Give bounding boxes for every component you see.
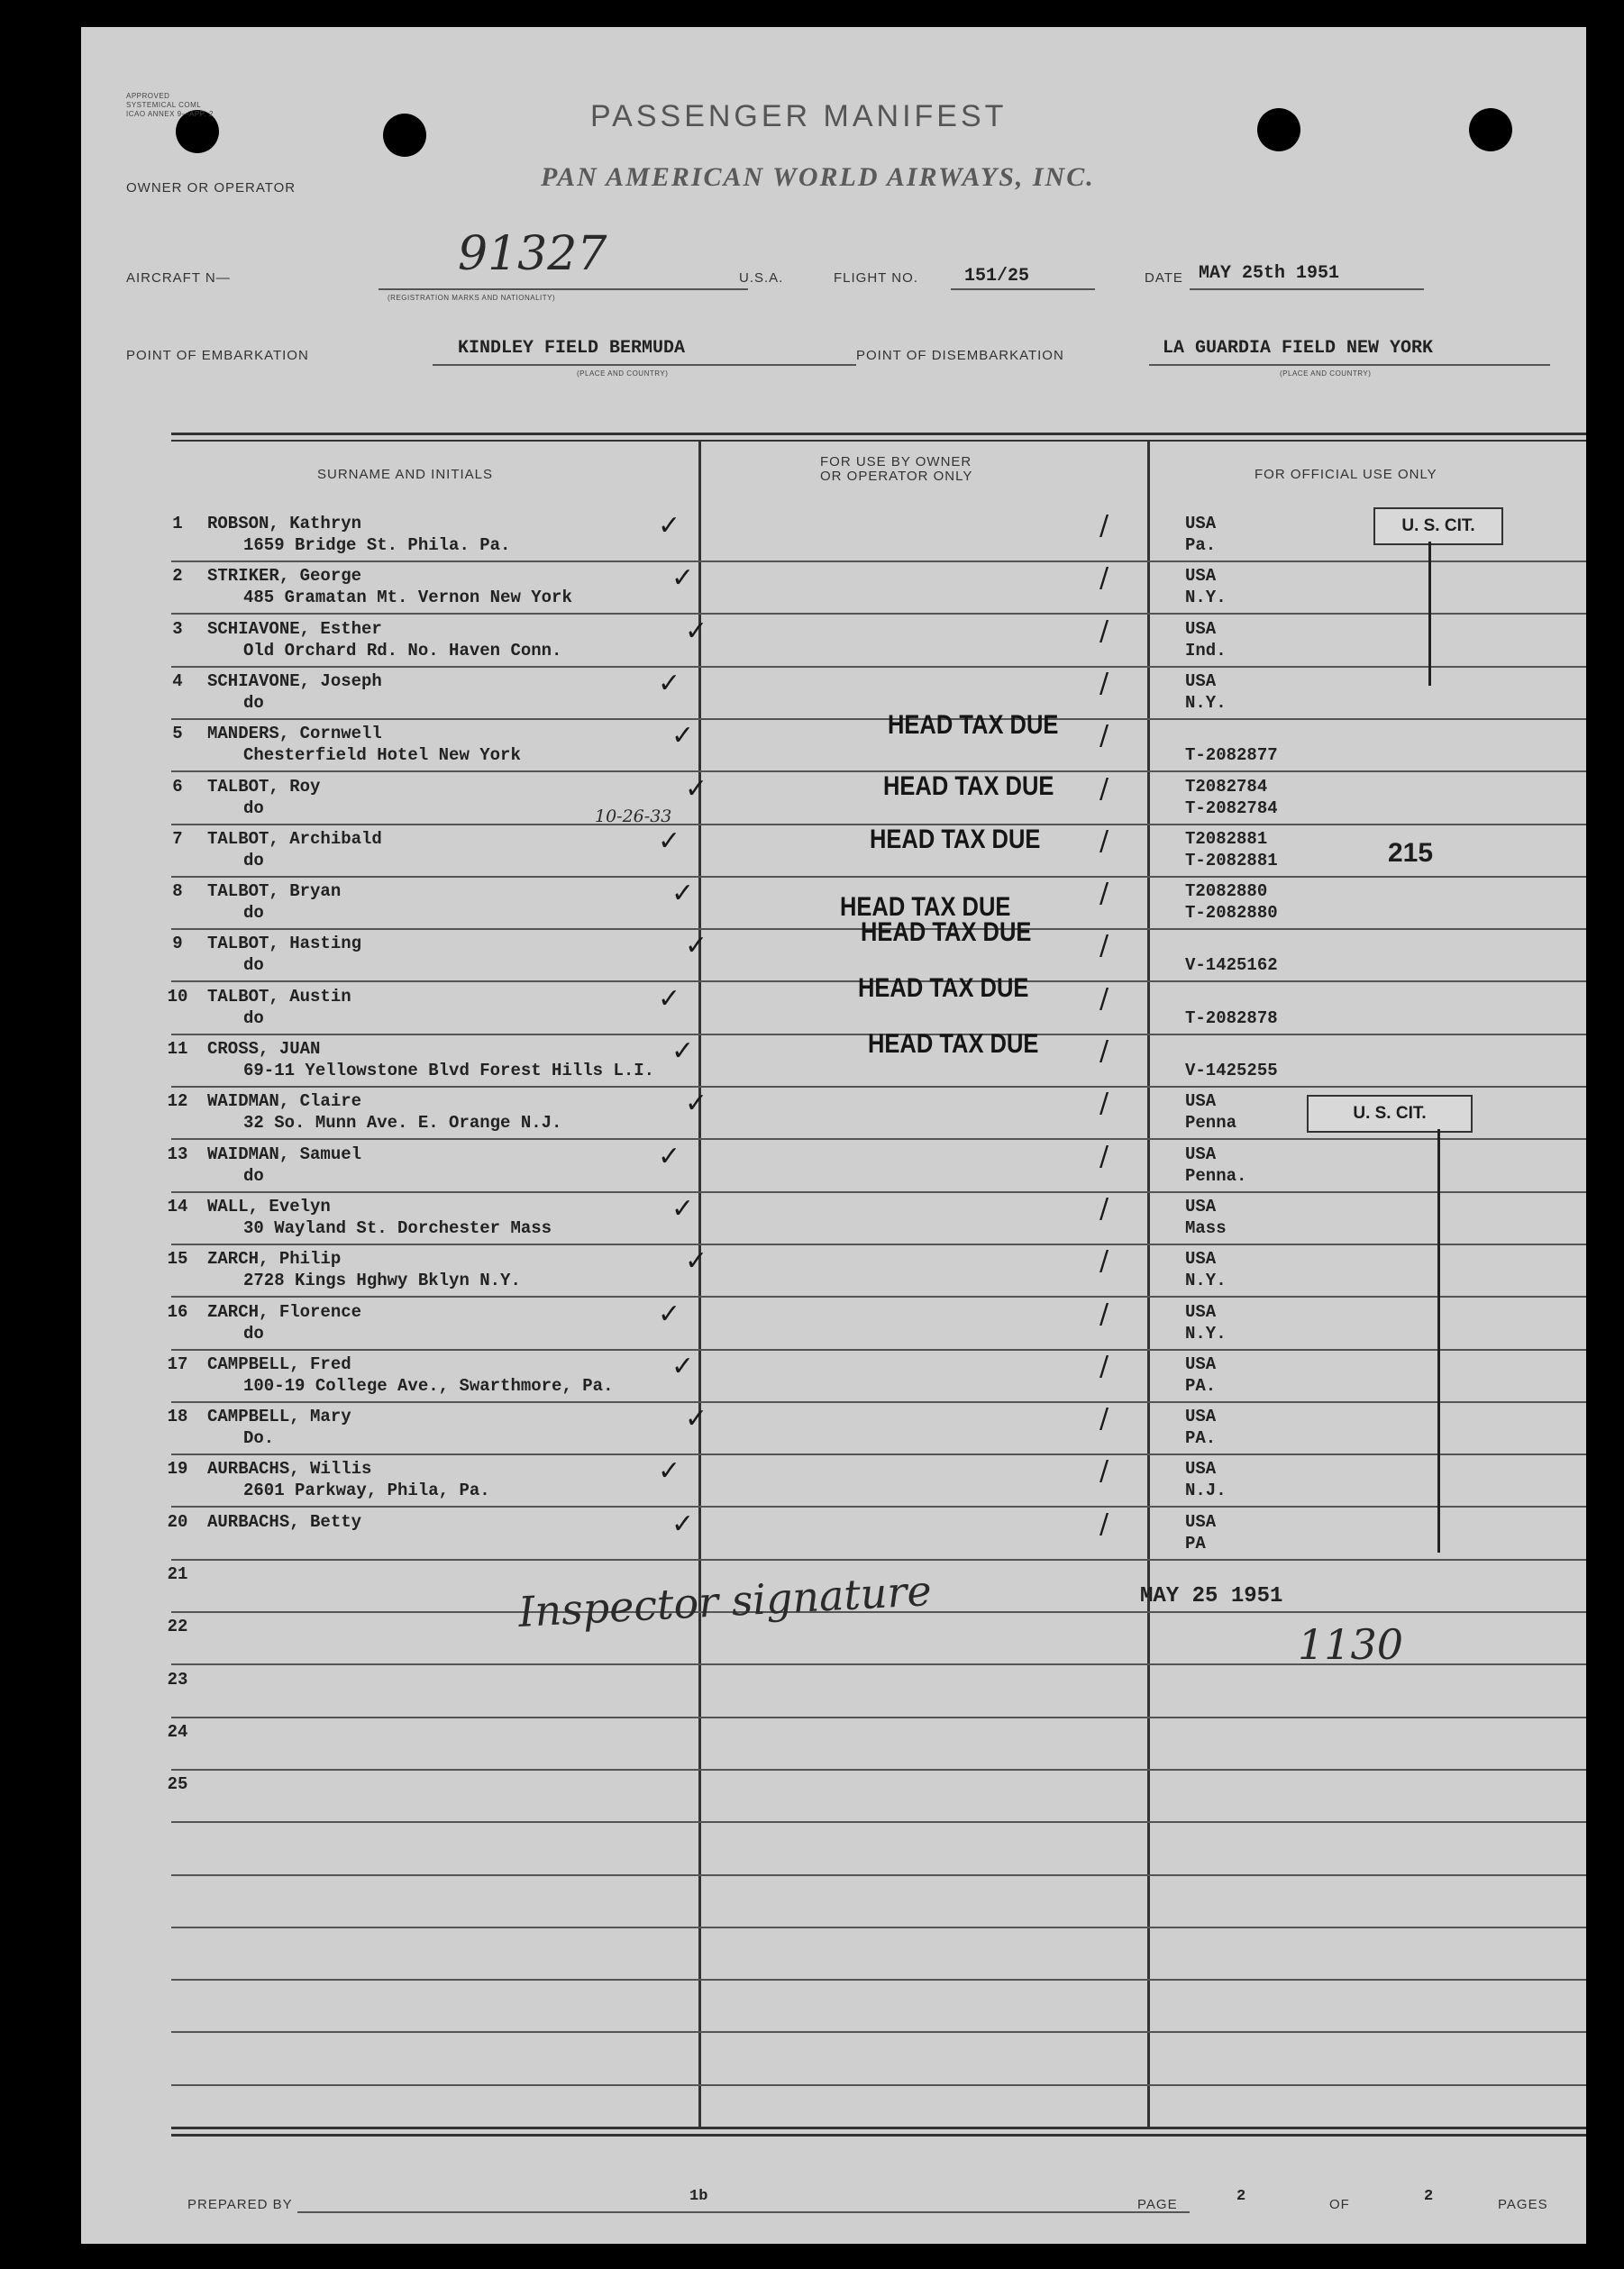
- blank-rule: [171, 1979, 1586, 1981]
- official-entry-2: PA.: [1185, 1428, 1217, 1448]
- row-rule: [171, 1138, 1586, 1140]
- us-citizen-stamp: U. S. CIT.: [1307, 1095, 1473, 1133]
- row-rule: [171, 666, 1586, 668]
- row-rule: [171, 1506, 1586, 1508]
- date-value: MAY 25th 1951: [1199, 263, 1340, 284]
- passenger-name: ROBSON, Kathryn: [207, 514, 362, 533]
- check-mark-icon: ✓: [671, 720, 695, 752]
- passenger-address: Do.: [243, 1428, 275, 1448]
- passenger-address: 32 So. Munn Ave. E. Orange N.J.: [243, 1113, 562, 1133]
- row-number: 24: [167, 1722, 188, 1742]
- official-entry-1: USA: [1185, 1249, 1217, 1269]
- pages-label: PAGES: [1498, 2197, 1548, 2212]
- row-number: 12: [167, 1091, 188, 1111]
- row-number: 4: [172, 671, 183, 691]
- prepared-underline: [297, 2211, 1190, 2213]
- passenger-address: do: [243, 1008, 264, 1028]
- passenger-address: do: [243, 955, 264, 975]
- handwritten-signature: Inspector signature: [516, 1566, 933, 1636]
- row-number: 8: [172, 881, 183, 901]
- row-rule: [171, 1769, 1586, 1771]
- passenger-address: 2728 Kings Hghwy Bklyn N.Y.: [243, 1271, 521, 1290]
- passenger-address: 100-19 College Ave., Swarthmore, Pa.: [243, 1376, 614, 1396]
- approval-line-2: SYSTEMICAL COML: [126, 101, 202, 109]
- flight-number: 151/25: [964, 266, 1030, 287]
- passenger-address: Old Orchard Rd. No. Haven Conn.: [243, 641, 562, 661]
- official-entry-2: PA: [1185, 1534, 1206, 1554]
- official-entry-2: Mass: [1185, 1218, 1227, 1238]
- slash-mark-icon: /: [1099, 878, 1109, 909]
- row-number: 23: [167, 1670, 188, 1690]
- official-entry-1: USA: [1185, 1407, 1217, 1426]
- official-entry-2: N.J.: [1185, 1481, 1227, 1500]
- row-number: 18: [167, 1407, 188, 1426]
- approval-line-3: ICAO ANNEX 9—APP. 2: [126, 110, 214, 118]
- official-entry-1: USA: [1185, 1091, 1217, 1111]
- blank-rule: [171, 2084, 1586, 2086]
- col-header-owner-2: OR OPERATOR ONLY: [820, 469, 973, 484]
- col-header-official: FOR OFFICIAL USE ONLY: [1254, 467, 1437, 482]
- slash-mark-icon: /: [1099, 1088, 1109, 1119]
- row-number: 19: [167, 1459, 188, 1479]
- check-mark-icon: ✓: [685, 773, 708, 805]
- row-number: 3: [172, 619, 183, 639]
- passenger-name: AURBACHS, Betty: [207, 1512, 362, 1532]
- head-tax-stamp: HEAD TAX DUE: [870, 825, 1041, 854]
- slash-mark-icon: /: [1099, 1245, 1109, 1277]
- check-mark-icon: ✓: [671, 1351, 695, 1382]
- slash-mark-icon: /: [1099, 510, 1109, 542]
- official-entry-2: Penna.: [1185, 1166, 1247, 1186]
- passenger-address: 30 Wayland St. Dorchester Mass: [243, 1218, 552, 1238]
- passenger-name: ZARCH, Florence: [207, 1302, 362, 1322]
- row-rule: [171, 770, 1586, 772]
- page-value: 2: [1236, 2188, 1246, 2205]
- head-tax-stamp: HEAD TAX DUE: [883, 771, 1054, 801]
- passenger-address: do: [243, 693, 264, 713]
- official-entry-2: T-2082784: [1185, 798, 1278, 818]
- passenger-address: do: [243, 1166, 264, 1186]
- official-entry-1: USA: [1185, 671, 1217, 691]
- passenger-address: do: [243, 798, 264, 818]
- row-number: 21: [167, 1564, 188, 1584]
- row-rule: [171, 1559, 1586, 1561]
- note-215: 215: [1388, 838, 1434, 868]
- official-entry-1: T2082881: [1185, 829, 1268, 849]
- official-entry-2: T-2082881: [1185, 851, 1278, 870]
- head-tax-stamp: HEAD TAX DUE: [861, 917, 1032, 947]
- passenger-address: do: [243, 851, 264, 870]
- passenger-name: SCHIAVONE, Esther: [207, 619, 382, 639]
- passenger-address: 1659 Bridge St. Phila. Pa.: [243, 535, 511, 555]
- slash-mark-icon: /: [1099, 1035, 1109, 1067]
- col-header-names: SURNAME AND INITIALS: [317, 467, 494, 482]
- slash-mark-icon: /: [1099, 615, 1109, 647]
- official-entry-1: USA: [1185, 1302, 1217, 1322]
- slash-mark-icon: /: [1099, 668, 1109, 699]
- passenger-name: WAIDMAN, Claire: [207, 1091, 362, 1111]
- head-tax-stamp: HEAD TAX DUE: [858, 973, 1029, 1003]
- slash-mark-icon: /: [1099, 1141, 1109, 1172]
- check-mark-icon: ✓: [685, 1403, 708, 1435]
- row-number: 1: [172, 514, 183, 533]
- handwritten-dates: 10-26-33: [595, 806, 672, 826]
- row-number: 17: [167, 1354, 188, 1374]
- slash-mark-icon: /: [1099, 1508, 1109, 1540]
- slash-mark-icon: /: [1099, 1351, 1109, 1382]
- check-mark-icon: ✓: [671, 878, 695, 909]
- row-number: 7: [172, 829, 183, 849]
- passenger-name: TALBOT, Hasting: [207, 934, 362, 953]
- head-tax-stamp: HEAD TAX DUE: [868, 1029, 1039, 1059]
- passenger-name: TALBOT, Roy: [207, 777, 321, 797]
- embark-caption: (PLACE AND COUNTRY): [577, 369, 669, 378]
- head-tax-stamp: HEAD TAX DUE: [888, 710, 1059, 740]
- official-entry-2: T-2082880: [1185, 903, 1278, 923]
- table-bottom-rule: [171, 2127, 1586, 2129]
- prepared-label: PREPARED BY: [187, 2197, 293, 2212]
- blank-rule: [171, 2031, 1586, 2033]
- slash-mark-icon: /: [1099, 720, 1109, 752]
- row-rule: [171, 1296, 1586, 1298]
- blank-rule: [171, 1874, 1586, 1876]
- passenger-address: 485 Gramatan Mt. Vernon New York: [243, 588, 572, 607]
- punch-hole: [383, 114, 426, 157]
- owner-label: OWNER OR OPERATOR: [126, 180, 297, 196]
- row-rule: [171, 1453, 1586, 1455]
- check-mark-icon: ✓: [671, 1193, 695, 1225]
- slash-mark-icon: /: [1099, 983, 1109, 1015]
- passenger-address: 2601 Parkway, Phila, Pa.: [243, 1481, 490, 1500]
- prepared-value: 1b: [689, 2188, 708, 2205]
- registration-caption: (REGISTRATION MARKS AND NATIONALITY): [388, 294, 556, 302]
- passenger-name: CAMPBELL, Fred: [207, 1354, 351, 1374]
- embark-label: POINT OF EMBARKATION: [126, 348, 309, 363]
- row-number: 14: [167, 1197, 188, 1217]
- row-rule: [171, 560, 1586, 562]
- us-citizen-stamp: U. S. CIT.: [1373, 507, 1503, 545]
- row-rule: [171, 1086, 1586, 1088]
- row-rule: [171, 1349, 1586, 1351]
- slash-mark-icon: /: [1099, 1455, 1109, 1487]
- official-entry-2: Pa.: [1185, 535, 1217, 555]
- row-number: 13: [167, 1144, 188, 1164]
- passenger-name: STRIKER, George: [207, 566, 362, 586]
- bracket-line: [1437, 1129, 1440, 1553]
- airline-name: PAN AMERICAN WORLD AIRWAYS, INC.: [541, 162, 1095, 192]
- official-entry-2: T-2082878: [1185, 1008, 1278, 1028]
- row-number: 6: [172, 777, 183, 797]
- check-mark-icon: ✓: [671, 1035, 695, 1067]
- date-underline: [1190, 288, 1424, 290]
- row-number: 25: [167, 1774, 188, 1794]
- col-header-owner-1: FOR USE BY OWNER: [820, 454, 972, 469]
- row-rule: [171, 1191, 1586, 1193]
- slash-mark-icon: /: [1099, 1299, 1109, 1330]
- slash-mark-icon: /: [1099, 825, 1109, 857]
- table-top-rule-2: [171, 440, 1586, 442]
- aircraft-number: 91327: [458, 227, 607, 281]
- disembark-caption: (PLACE AND COUNTRY): [1280, 369, 1372, 378]
- disembark-underline: [1149, 364, 1550, 366]
- slash-mark-icon: /: [1099, 1193, 1109, 1225]
- check-mark-icon: ✓: [658, 510, 681, 542]
- punch-hole: [1469, 108, 1512, 151]
- row-number: 11: [167, 1039, 188, 1059]
- official-entry-2: V-1425162: [1185, 955, 1278, 975]
- handwritten-time: 1130: [1298, 1620, 1404, 1669]
- check-mark-icon: ✓: [685, 1245, 708, 1277]
- passenger-name: WALL, Evelyn: [207, 1197, 331, 1217]
- official-entry-1: USA: [1185, 1459, 1217, 1479]
- row-rule: [171, 1717, 1586, 1718]
- manifest-title: PASSENGER MANIFEST: [590, 99, 1008, 133]
- check-mark-icon: ✓: [685, 930, 708, 961]
- manifest-sheet: [81, 27, 1586, 2244]
- official-entry-2: Ind.: [1185, 641, 1227, 661]
- usa-label: U.S.A.: [739, 270, 784, 286]
- official-entry-2: N.Y.: [1185, 1271, 1227, 1290]
- passenger-name: SCHIAVONE, Joseph: [207, 671, 382, 691]
- table-bottom-rule-2: [171, 2134, 1586, 2137]
- flight-label: FLIGHT NO.: [834, 270, 918, 286]
- of-value: 2: [1424, 2188, 1434, 2205]
- flight-underline: [951, 288, 1095, 290]
- official-entry-1: USA: [1185, 1197, 1217, 1217]
- row-number: 5: [172, 724, 183, 743]
- official-entry-1: USA: [1185, 1144, 1217, 1164]
- passenger-name: WAIDMAN, Samuel: [207, 1144, 362, 1164]
- passenger-name: CAMPBELL, Mary: [207, 1407, 351, 1426]
- embark-value: KINDLEY FIELD BERMUDA: [458, 338, 686, 359]
- passenger-name: ZARCH, Philip: [207, 1249, 342, 1269]
- row-rule: [171, 718, 1586, 720]
- check-mark-icon: ✓: [658, 668, 681, 699]
- passenger-name: TALBOT, Bryan: [207, 881, 342, 901]
- official-entry-2: T-2082877: [1185, 745, 1278, 765]
- official-entry-1: USA: [1185, 514, 1217, 533]
- check-mark-icon: ✓: [658, 825, 681, 857]
- disembark-label: POINT OF DISEMBARKATION: [856, 348, 1064, 363]
- official-entry-1: USA: [1185, 1512, 1217, 1532]
- check-mark-icon: ✓: [685, 1088, 708, 1119]
- blank-rule: [171, 1927, 1586, 1928]
- row-number: 22: [167, 1617, 188, 1636]
- row-rule: [171, 1821, 1586, 1823]
- passenger-address: Chesterfield Hotel New York: [243, 745, 521, 765]
- slash-mark-icon: /: [1099, 562, 1109, 594]
- passenger-name: TALBOT, Austin: [207, 987, 351, 1007]
- disembark-value: LA GUARDIA FIELD NEW YORK: [1163, 338, 1434, 359]
- check-mark-icon: ✓: [671, 562, 695, 594]
- passenger-address: do: [243, 1324, 264, 1344]
- embark-underline: [433, 364, 856, 366]
- date-label: DATE: [1145, 270, 1183, 286]
- check-mark-icon: ✓: [658, 1455, 681, 1487]
- bracket-line: [1428, 542, 1431, 686]
- official-entry-2: N.Y.: [1185, 693, 1227, 713]
- slash-mark-icon: /: [1099, 930, 1109, 961]
- passenger-name: AURBACHS, Willis: [207, 1459, 372, 1479]
- check-mark-icon: ✓: [671, 1508, 695, 1540]
- official-entry-2: V-1425255: [1185, 1061, 1278, 1080]
- passenger-name: CROSS, JUAN: [207, 1039, 321, 1059]
- official-entry-2: N.Y.: [1185, 588, 1227, 607]
- official-entry-1: USA: [1185, 619, 1217, 639]
- slash-mark-icon: /: [1099, 1403, 1109, 1435]
- of-label: OF: [1329, 2197, 1350, 2212]
- head-tax-stamp: HEAD TAX DUE: [840, 892, 1011, 922]
- approval-line-1: APPROVED: [126, 92, 170, 100]
- official-entry-1: T2082880: [1185, 881, 1268, 901]
- row-number: 9: [172, 934, 183, 953]
- aircraft-label: AIRCRAFT N—: [126, 270, 231, 286]
- official-entry-2: N.Y.: [1185, 1324, 1227, 1344]
- row-number: 16: [167, 1302, 188, 1322]
- check-mark-icon: ✓: [658, 1141, 681, 1172]
- row-number: 15: [167, 1249, 188, 1269]
- arrival-date-stamp: MAY 25 1951: [1140, 1584, 1283, 1608]
- check-mark-icon: ✓: [685, 615, 708, 647]
- row-number: 20: [167, 1512, 188, 1532]
- official-entry-1: T2082784: [1185, 777, 1268, 797]
- punch-hole: [1257, 108, 1300, 151]
- passenger-name: MANDERS, Cornwell: [207, 724, 382, 743]
- check-mark-icon: ✓: [658, 1299, 681, 1330]
- row-rule: [171, 613, 1586, 615]
- row-number: 2: [172, 566, 183, 586]
- passenger-address: 69-11 Yellowstone Blvd Forest Hills L.I.: [243, 1061, 655, 1080]
- table-top-rule: [171, 433, 1586, 435]
- aircraft-underline: [379, 288, 748, 290]
- official-entry-1: USA: [1185, 566, 1217, 586]
- passenger-name: TALBOT, Archibald: [207, 829, 382, 849]
- slash-mark-icon: /: [1099, 773, 1109, 805]
- row-rule: [171, 1244, 1586, 1245]
- official-entry-1: USA: [1185, 1354, 1217, 1374]
- page-label: PAGE: [1137, 2197, 1178, 2212]
- row-rule: [171, 876, 1586, 878]
- official-entry-2: PA.: [1185, 1376, 1217, 1396]
- check-mark-icon: ✓: [658, 983, 681, 1015]
- official-entry-2: Penna: [1185, 1113, 1237, 1133]
- row-rule: [171, 1401, 1586, 1403]
- row-number: 10: [167, 987, 188, 1007]
- passenger-address: do: [243, 903, 264, 923]
